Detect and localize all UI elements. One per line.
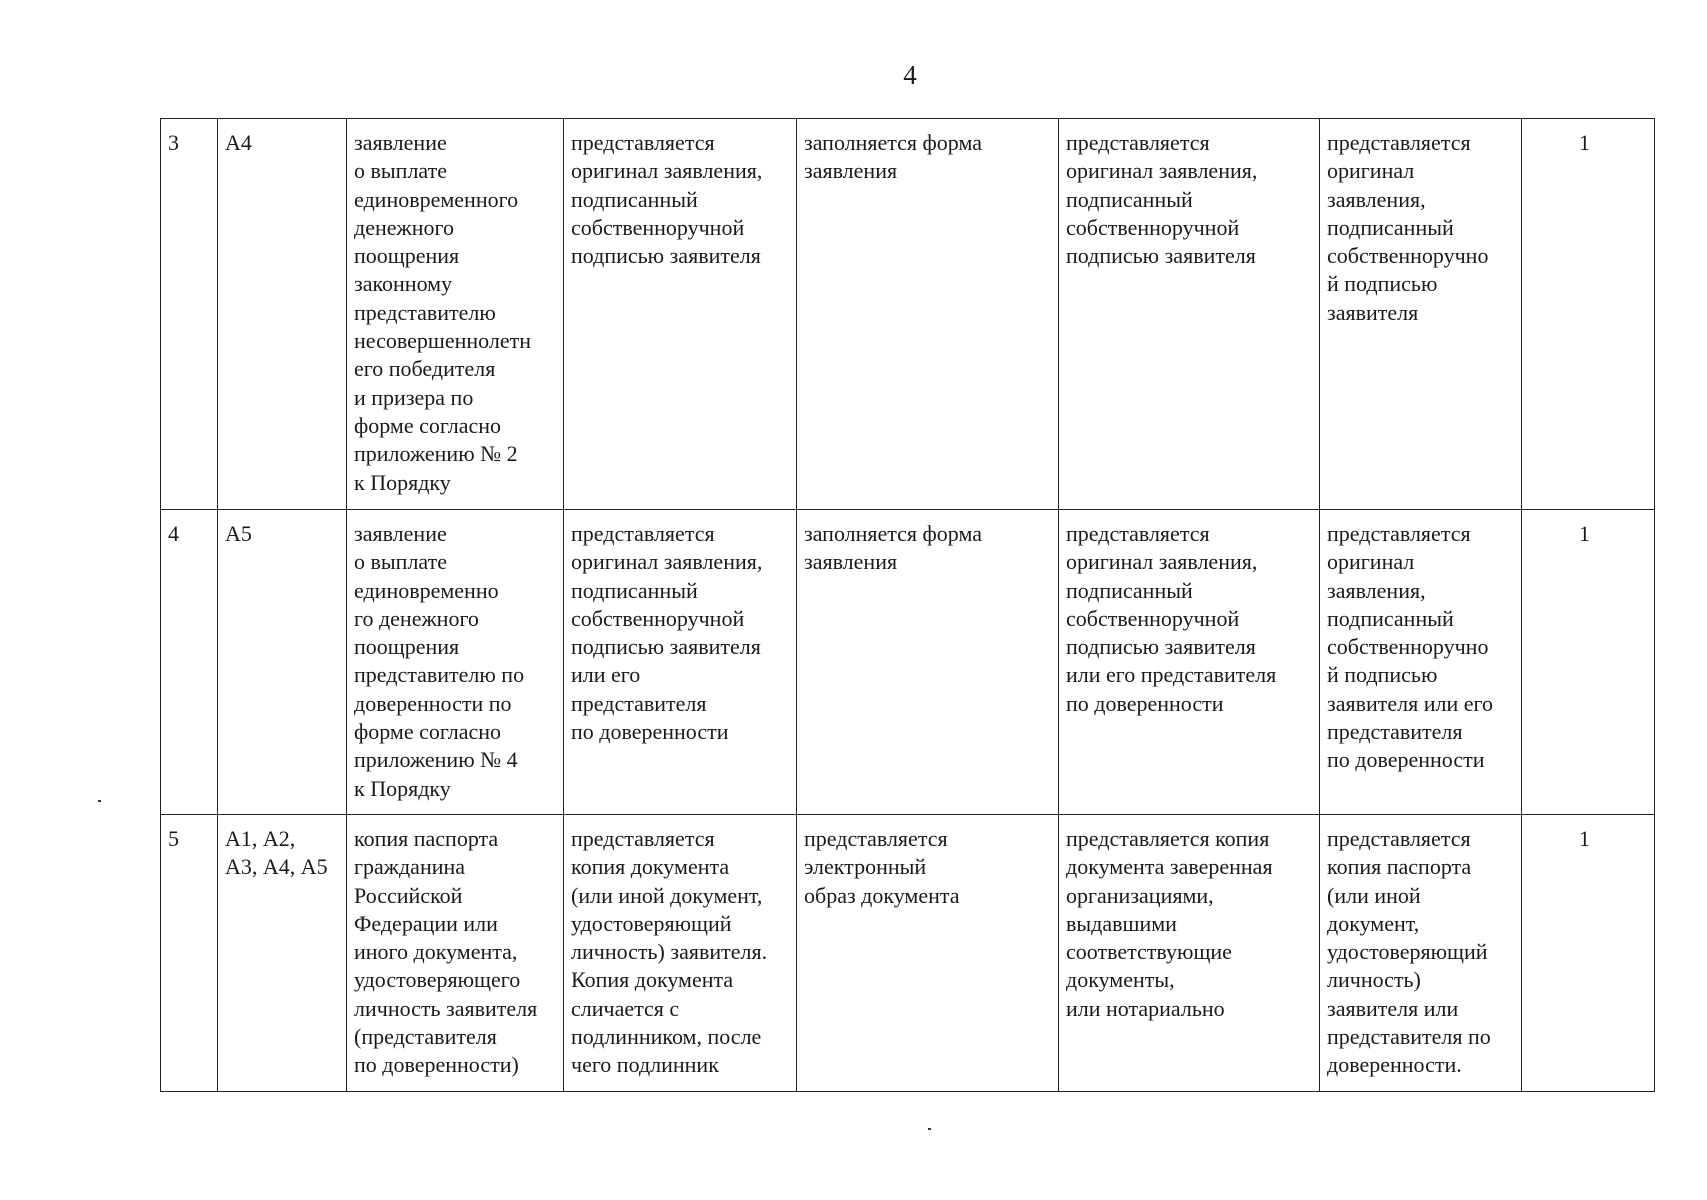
- document-name-cell: заявление о выплате единовременно го денежного поощрения представителю по доверенности по форме согласно приложению № 4 к Порядку: [347, 510, 564, 815]
- scan-speck: [928, 1128, 931, 1130]
- requirement-cell: представляется копия документа (или иной документ, удостоверяющий личность) заявителя. Копия документа сличается с подлинником, после чего подлинник: [564, 815, 797, 1092]
- requirement-cell: представляется электронный образ документа: [797, 815, 1059, 1092]
- requirement-cell: представляется оригинал заявления, подписанный собственноручной подписью заявителя или его представителя по доверенности: [1059, 510, 1320, 815]
- scan-speck: [98, 800, 101, 802]
- requirements-table: [160, 118, 1655, 1092]
- table-row: [161, 510, 1655, 815]
- requirement-cell: заполняется форма заявления: [797, 510, 1059, 815]
- applicant-code-cell: А1, А2, А3, А4, А5: [218, 815, 347, 1092]
- page-number: 4: [903, 60, 917, 90]
- row-number-cell: 3: [161, 119, 218, 510]
- requirement-cell: представляется оригинал заявления, подписанный собственноручно й подписью заявителя или его представителя по доверенности: [1320, 510, 1522, 815]
- count-cell: 1: [1522, 510, 1655, 815]
- requirement-cell: представляется копия документа заверенная организациями, выдавшими соответствующие документы, или нотариально: [1059, 815, 1320, 1092]
- requirement-cell: представляется оригинал заявления, подписанный собственноручной подписью заявителя: [564, 119, 797, 510]
- requirement-cell: представляется копия паспорта (или иной документ, удостоверяющий личность) заявителя или представителя по доверенности.: [1320, 815, 1522, 1092]
- count-cell: 1: [1522, 119, 1655, 510]
- table-row: [161, 119, 1655, 510]
- applicant-code-cell: А5: [218, 510, 347, 815]
- document-name-cell: заявление о выплате единовременного денежного поощрения законному представителю несовершеннолетн его победителя и призера по форме согласно приложению № 2 к Порядку: [347, 119, 564, 510]
- count-cell: 1: [1522, 815, 1655, 1092]
- requirement-cell: заполняется форма заявления: [797, 119, 1059, 510]
- table-row: [161, 815, 1655, 1092]
- requirement-cell: представляется оригинал заявления, подписанный собственноручно й подписью заявителя: [1320, 119, 1522, 510]
- document-name-cell: копия паспорта гражданина Российской Федерации или иного документа, удостоверяющего личность заявителя (представителя по доверенности): [347, 815, 564, 1092]
- requirement-cell: представляется оригинал заявления, подписанный собственноручной подписью заявителя: [1059, 119, 1320, 510]
- applicant-code-cell: А4: [218, 119, 347, 510]
- row-number-cell: 4: [161, 510, 218, 815]
- requirement-cell: представляется оригинал заявления, подписанный собственноручной подписью заявителя или его представителя по доверенности: [564, 510, 797, 815]
- row-number-cell: 5: [161, 815, 218, 1092]
